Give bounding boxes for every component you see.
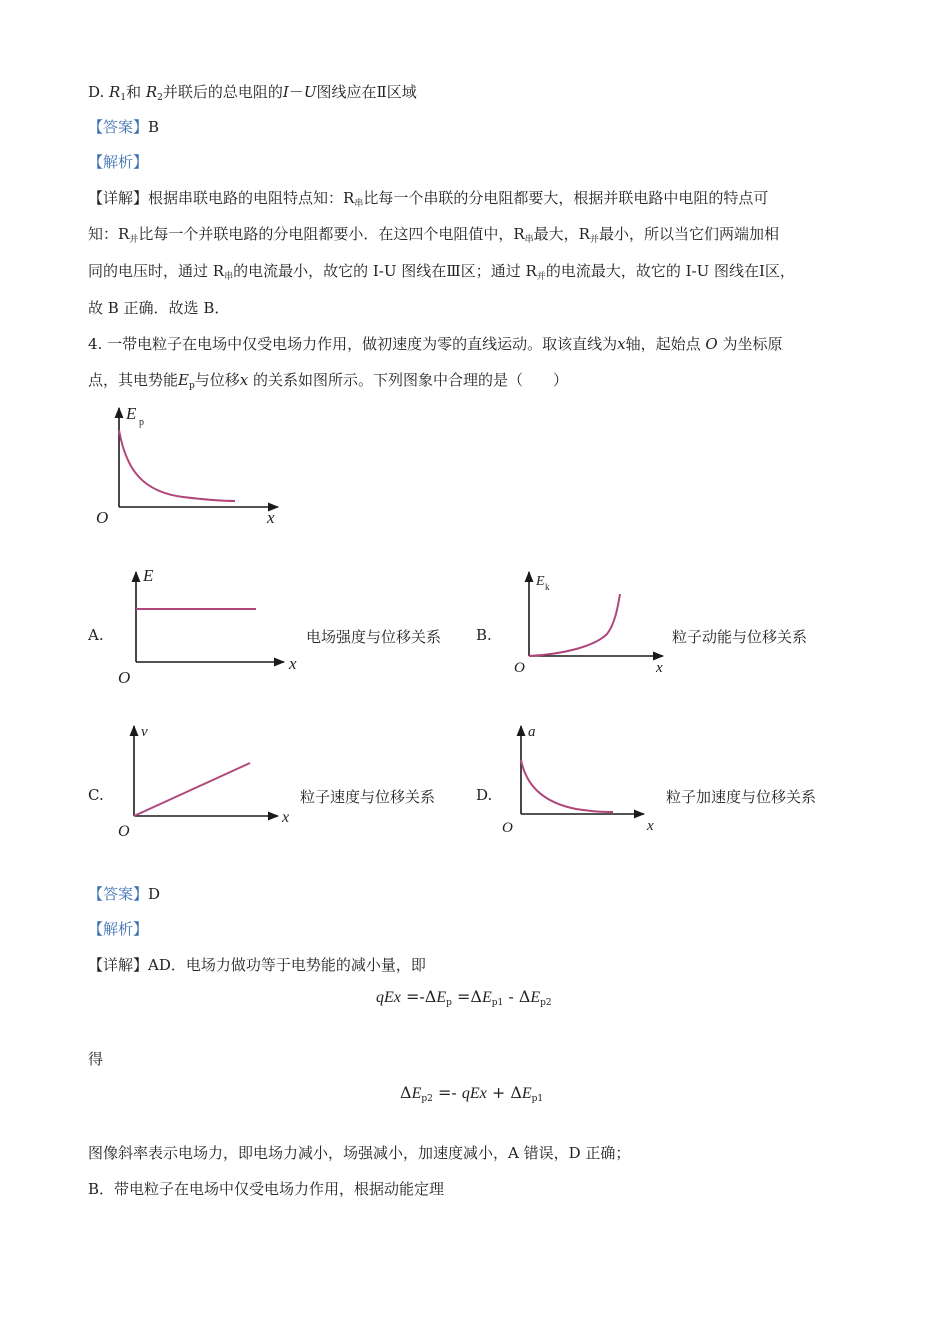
option-d-graph[interactable] — [496, 722, 666, 837]
sub-bing: 并 — [129, 235, 139, 245]
option-b-letter[interactable]: B. — [476, 626, 492, 644]
q3-detail-line2 — [88, 223, 779, 251]
a-y-label: E — [143, 566, 154, 585]
eq2-minus: - — [451, 1083, 457, 1102]
q3-detail-line3 — [88, 260, 795, 288]
main-x-label: x — [267, 508, 275, 527]
q4-conclusion-text: 图像斜率表示电场力，即电场力减小，场强减小，加速度减小，A 错误，D 正确； — [88, 1144, 631, 1162]
q3-answer-tag: 【答案】 — [88, 118, 149, 136]
eq1-equals: = — [405, 987, 420, 1006]
prev-option-d-letter: D. — [88, 83, 110, 101]
q4-detail-tag: 【详解】 — [88, 956, 149, 974]
eq2-qex: qEx — [461, 1085, 487, 1102]
b-x-label: x — [656, 660, 663, 676]
eq1-lhs: qEx — [376, 989, 401, 1006]
b-y-label: E — [536, 574, 545, 589]
d-curve — [521, 760, 613, 812]
q3-answer-value: B — [148, 118, 160, 136]
eq1-minus: - — [419, 987, 425, 1006]
q4-stem-text2a: 点，其电势能 — [88, 371, 179, 389]
q3-detail-text1: 根据串联电路的电阻特点知：R — [148, 189, 355, 207]
b-y-sub: k — [545, 582, 550, 592]
q4-answer — [88, 883, 160, 905]
d-origin: O — [502, 820, 513, 836]
eq2-e-2: E — [521, 1085, 532, 1102]
q3-detail-text3a: 同的电压时，通过 R — [88, 262, 225, 280]
eq2-equals: = — [437, 1083, 452, 1102]
r1-sub: 1 — [120, 93, 127, 103]
main-curve — [119, 430, 235, 501]
q4-stem-line1 — [88, 333, 782, 355]
and-text: 和 — [126, 83, 142, 101]
prev-option-d-text1: 并联后的总电阻的 — [162, 83, 283, 101]
eq1-sub-p1: p1 — [491, 998, 504, 1008]
equation-2 — [400, 1083, 543, 1104]
c-origin: O — [118, 823, 130, 840]
option-c-graph[interactable] — [112, 722, 302, 842]
sub-bing: 并 — [536, 272, 546, 282]
sub-chuan: 串 — [224, 272, 234, 282]
eq1-e-2: E — [481, 989, 492, 1006]
q3-detail-line1 — [88, 187, 768, 215]
q4-analysis — [88, 918, 148, 940]
q4-detail — [88, 954, 426, 976]
x-symbol: x — [239, 371, 249, 389]
q4-stem-line2 — [88, 369, 568, 397]
sub-chuan: 串 — [354, 199, 364, 209]
q3-detail-text2c: 最大，R — [533, 225, 590, 243]
q4-stem-text2b: 与位移 — [194, 371, 240, 389]
eq1-minus-2: - — [508, 987, 514, 1006]
option-c-letter[interactable]: C. — [88, 786, 104, 804]
c-curve — [134, 763, 250, 816]
q3-answer — [88, 116, 159, 138]
option-a-letter[interactable]: A. — [88, 626, 104, 644]
q4-stem-text1a: 4. 一带电粒子在电场中仅受电场力作用，做初速度为零的直线运动。取该直线为 — [88, 335, 618, 353]
d-y-label: a — [528, 724, 536, 740]
prev-option-d-text2: 图线应在Ⅱ区域 — [316, 83, 417, 101]
ep-symbol: E — [178, 371, 189, 389]
option-c-caption: 粒子速度与位移关系 — [300, 788, 436, 806]
q3-analysis — [88, 151, 148, 173]
q3-detail-text3b: 的电流最小，故它的 I-U 图线在Ⅲ区；通过 R — [233, 262, 537, 280]
q4-detail-text: AD．电场力做功等于电势能的减小量，即 — [148, 956, 426, 974]
eq1-delta-2: Δ — [470, 987, 482, 1006]
sub-chuan: 串 — [524, 235, 534, 245]
eq2-sub-p1: p1 — [531, 1094, 544, 1104]
q4-analysis-tag: 【解析】 — [88, 920, 149, 938]
de-text: 得 — [88, 1050, 104, 1068]
q4-line-b — [88, 1178, 444, 1200]
q4-stem-text1b: 轴，起始点 — [625, 335, 701, 353]
option-a-caption: 电场强度与位移关系 — [306, 628, 442, 646]
main-y-label: E — [126, 404, 137, 423]
q3-detail-text2a: 知：R — [88, 225, 130, 243]
q3-detail-text1b: 比每一个串联的分电阻都要大，根据并联电路中电阻的特点可 — [363, 189, 769, 207]
r1-symbol: R — [109, 83, 121, 101]
b-curve — [529, 594, 620, 656]
q3-detail-text3c: 的电流最大，故它的 I-U 图线在Ⅰ区， — [545, 262, 795, 280]
eq1-equals-2: = — [456, 987, 471, 1006]
option-d-caption: 粒子加速度与位移关系 — [666, 788, 817, 806]
iu-i: I — [282, 83, 289, 101]
b-origin: O — [514, 660, 525, 676]
eq1-e: E — [436, 989, 447, 1006]
main-ep-graph — [88, 400, 298, 530]
equation-1 — [376, 987, 552, 1008]
option-b-graph[interactable] — [505, 566, 675, 681]
q4-conclusion — [88, 1142, 630, 1164]
eq2-e: E — [411, 1085, 422, 1102]
r2-symbol: R — [145, 83, 158, 101]
x-symbol: x — [617, 335, 626, 353]
q4-answer-value: D — [148, 885, 161, 903]
option-b-caption: 粒子动能与位移关系 — [672, 628, 808, 646]
eq1-sub-p: p — [446, 998, 452, 1008]
ep-sub: p — [188, 381, 195, 391]
q3-detail-line4 — [88, 297, 229, 319]
o-symbol: O — [705, 335, 718, 353]
eq2-plus: + — [491, 1083, 506, 1102]
q3-analysis-tag: 【解析】 — [88, 153, 149, 171]
eq1-sub-p2: p2 — [540, 998, 552, 1008]
d-x-label: x — [647, 818, 654, 834]
main-y-sub: p — [139, 417, 144, 428]
q3-detail-text2d: 最小，所以当它们两端加相 — [598, 225, 779, 243]
q3-detail-text4: 故 B 正确．故选 B． — [88, 299, 230, 317]
q3-detail-tag: 【详解】 — [88, 189, 149, 207]
a-origin: O — [118, 668, 131, 687]
eq2-delta-2: Δ — [510, 1083, 522, 1102]
q4-stem-text1c: 为坐标原 — [722, 335, 783, 353]
iu-u: U — [303, 83, 317, 101]
prev-option-d — [88, 81, 417, 109]
q3-detail-text2b: 比每一个并联电路的分电阻都要小．在这四个电阻值中，R — [138, 225, 525, 243]
q4-stem-text2c: 的关系如图所示。下列图象中合理的是（ ） — [253, 371, 569, 389]
q4-answer-tag: 【答案】 — [88, 885, 149, 903]
eq1-delta-3: Δ — [518, 987, 531, 1006]
eq1-delta: Δ — [424, 987, 437, 1006]
eq1-e-3: E — [530, 989, 541, 1006]
q4-line-b-text: B．带电粒子在电场中仅受电场力作用，根据动能定理 — [88, 1180, 445, 1198]
main-origin: O — [96, 508, 109, 527]
eq2-delta: Δ — [400, 1083, 412, 1102]
r2-sub: 2 — [157, 93, 163, 103]
sub-bing: 并 — [589, 235, 599, 245]
c-y-label: v — [141, 724, 148, 740]
eq2-sub-p2: p2 — [421, 1094, 433, 1104]
a-x-label: x — [289, 654, 297, 673]
option-a-graph[interactable] — [112, 566, 312, 691]
iu-dash: － — [288, 83, 304, 101]
option-d-letter[interactable]: D. — [476, 786, 493, 804]
de-line — [88, 1048, 103, 1070]
c-x-label: x — [282, 809, 290, 826]
